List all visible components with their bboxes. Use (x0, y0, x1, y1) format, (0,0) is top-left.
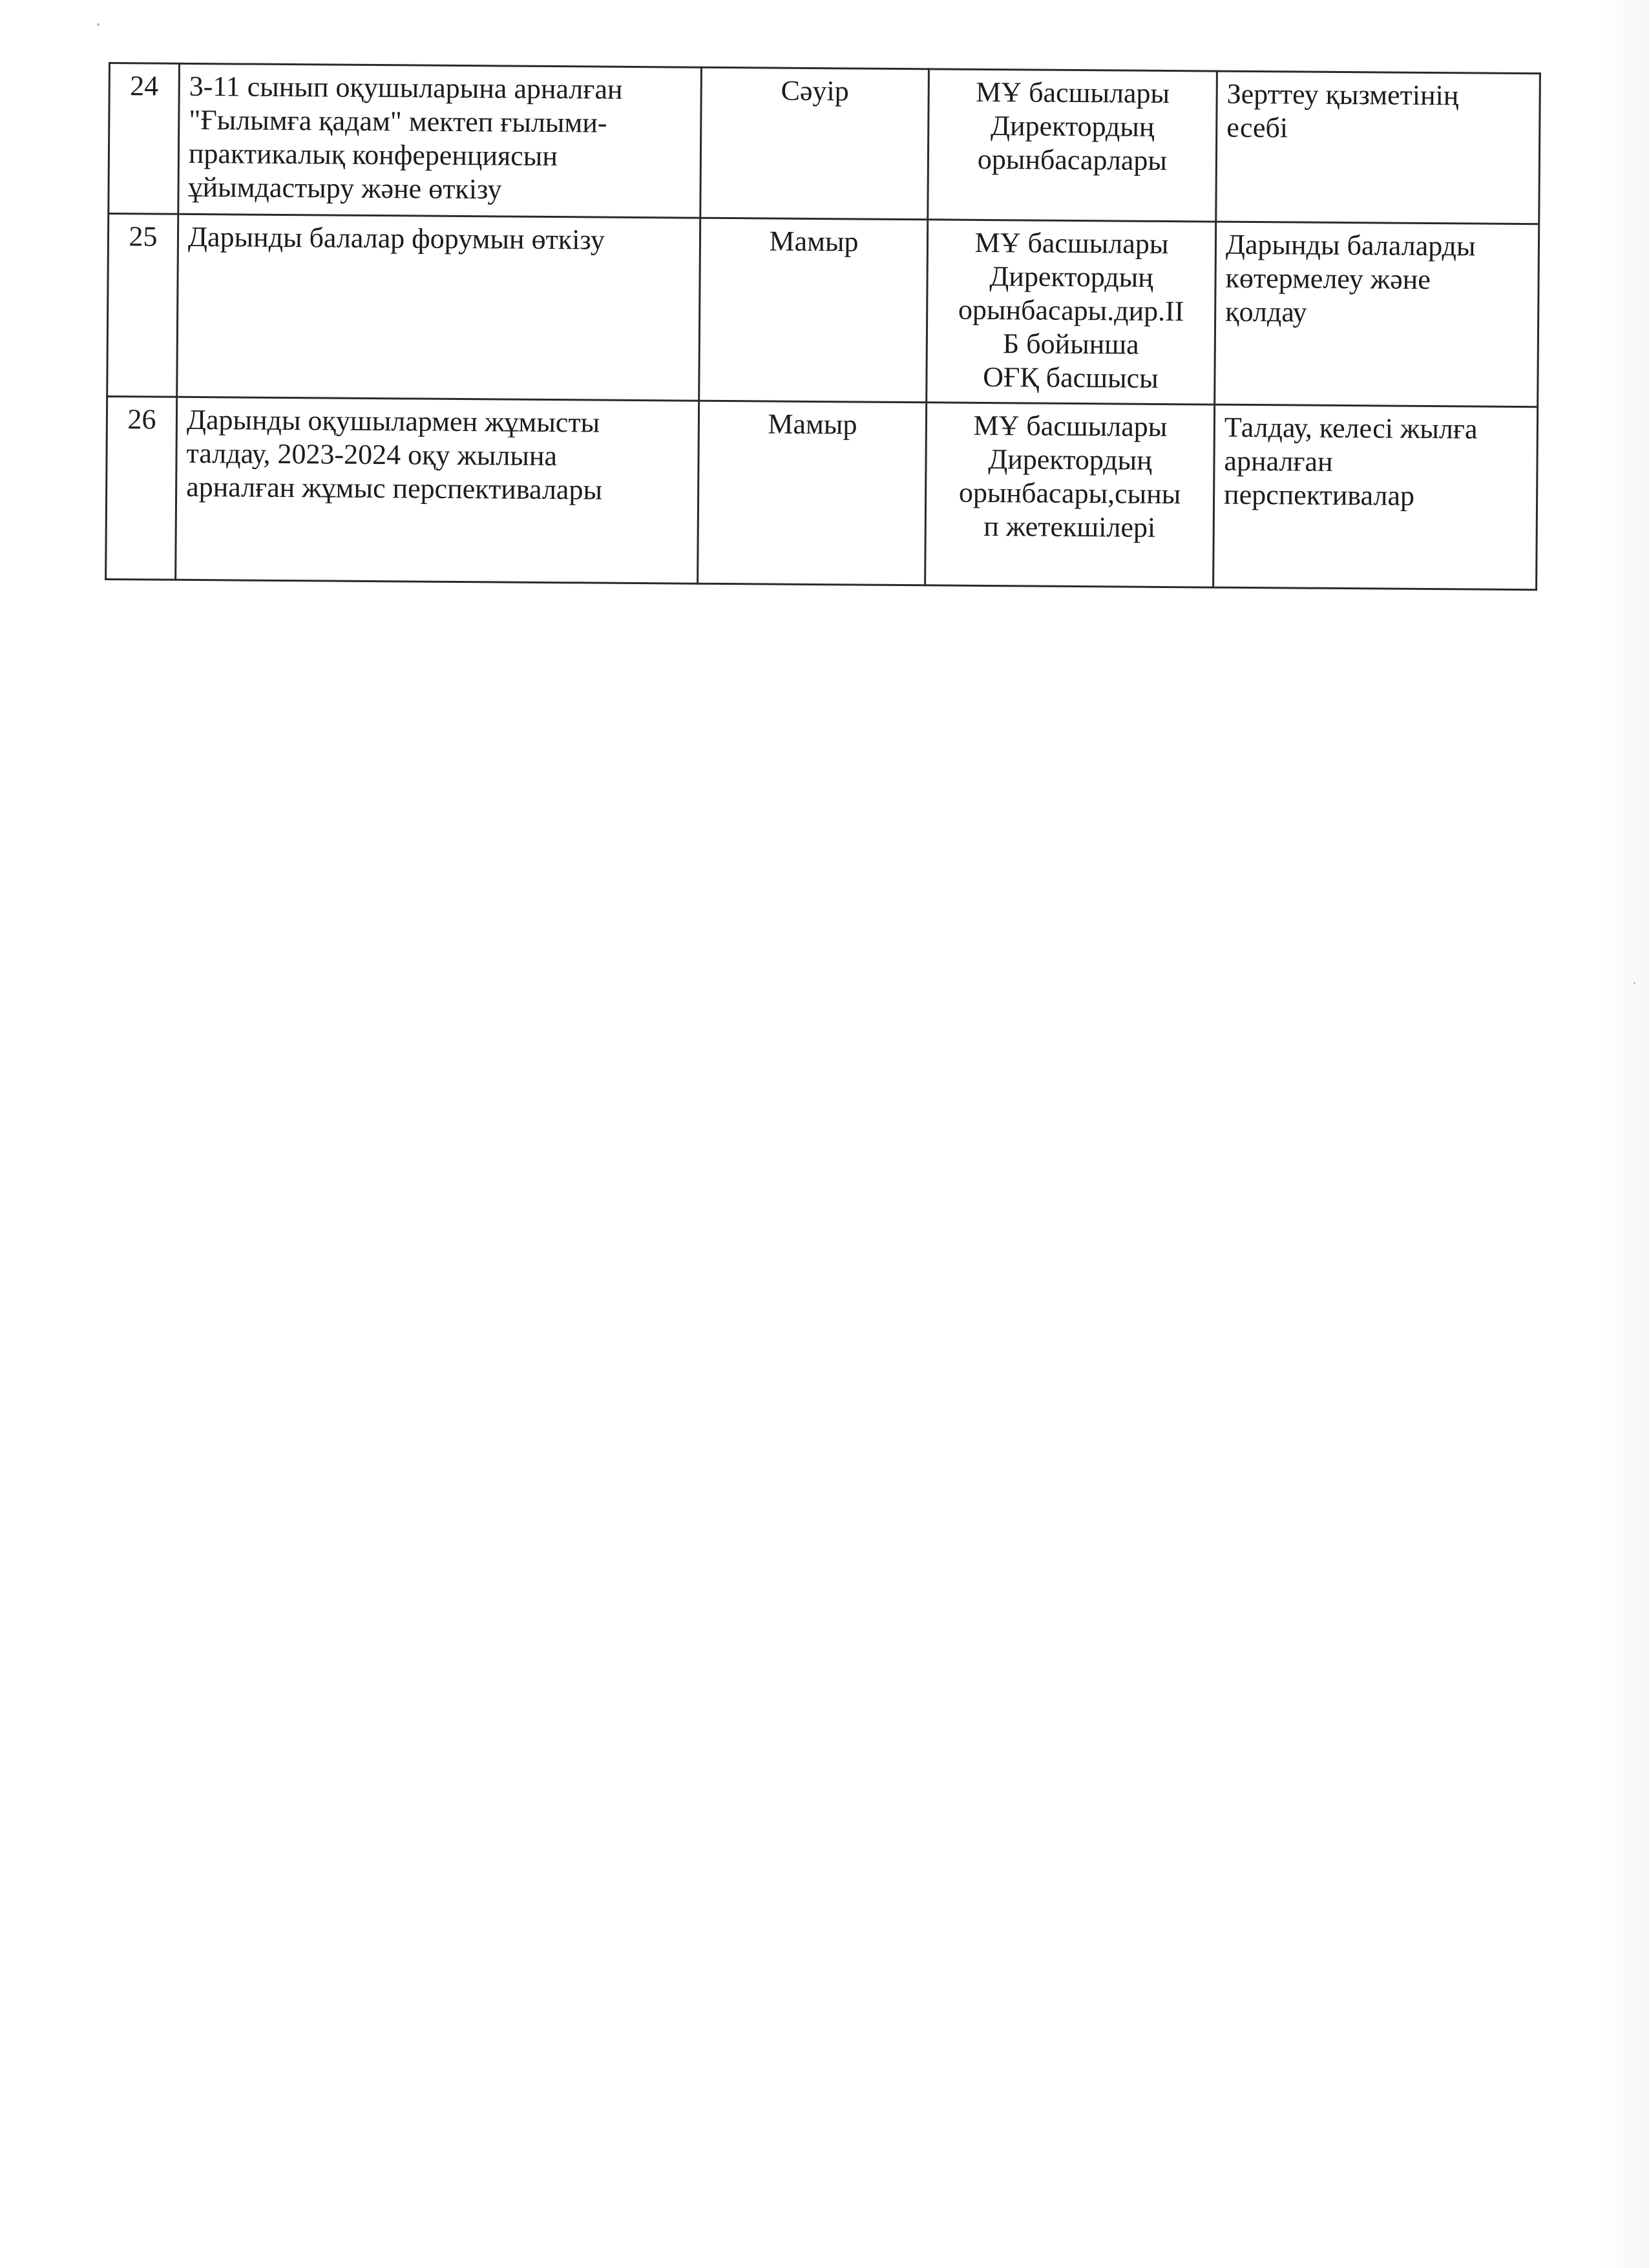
event-cell: 3-11 сынып оқушыларына арналған "Ғылымға қадам" мектеп ғылыми- практикалық конференциясын ұйымдастыру және өткізу (178, 63, 702, 218)
table-row (109, 63, 1540, 224)
date-cell: Сәуір (700, 67, 929, 220)
row-number: 26 (106, 396, 177, 580)
table-row (106, 396, 1538, 589)
row-number: 25 (107, 214, 178, 397)
scan-speck (97, 23, 100, 26)
date-cell: Мамыр (698, 401, 927, 585)
scan-speck (1633, 982, 1635, 984)
event-cell: Дарынды балалар форумын өткізу (177, 214, 700, 401)
responsible-cell: МҰ басшылары Директордың орынбасарлары (928, 69, 1217, 222)
result-cell: Дарынды балаларды көтермелеу және қолдау (1215, 222, 1539, 407)
responsible-cell: МҰ басшылары Директордың орынбасары.дир.II Б бойынша ОҒҚ басшысы (927, 220, 1216, 404)
table-row (107, 214, 1539, 407)
result-cell: Зерттеу қызметінің есебі (1216, 71, 1540, 224)
work-plan-table (105, 62, 1541, 591)
event-cell: Дарынды оқушылармен жұмысты талдау, 2023-2024 оқу жылына арналған жұмыс перспективалары (176, 397, 699, 583)
responsible-cell: МҰ басшылары Директордың орынбасары,сыны п жетекшілері (925, 403, 1215, 587)
result-cell: Талдау, келесі жылға арналған перспективалар (1213, 404, 1538, 590)
row-number: 24 (109, 63, 180, 215)
page-edge-shadow (1597, 0, 1649, 2268)
date-cell: Мамыр (699, 218, 928, 403)
